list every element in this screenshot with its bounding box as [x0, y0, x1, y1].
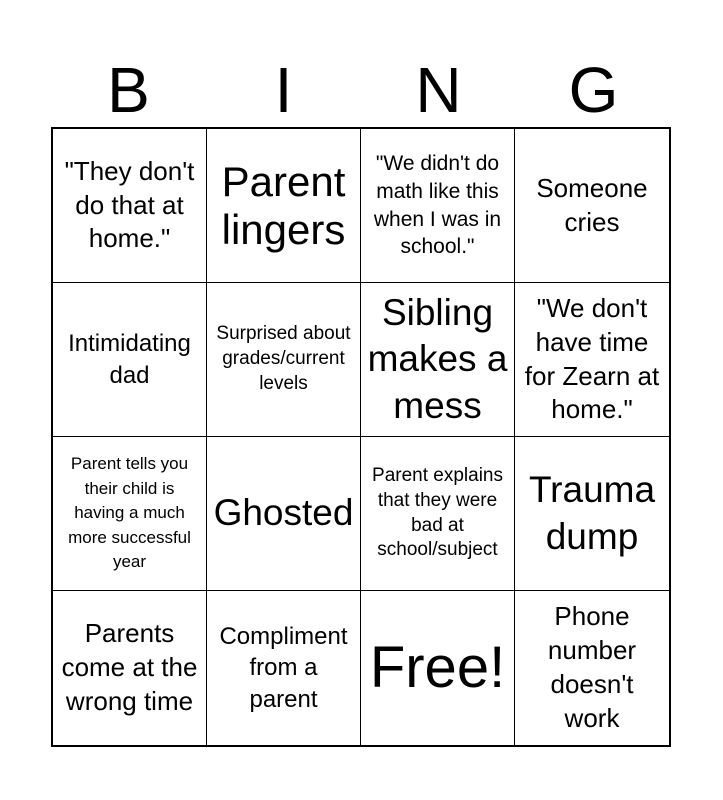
bingo-cell-text: Someone cries	[536, 172, 648, 237]
bingo-cell[interactable]	[53, 283, 207, 437]
bingo-cell-text: Parent explains that they were bad at school/subject	[372, 465, 503, 561]
bingo-cell-text: Ghosted	[213, 492, 354, 534]
bingo-cell-text: Phone number doesn't work	[547, 601, 637, 733]
bingo-cell[interactable]	[207, 437, 361, 591]
bingo-cell[interactable]	[361, 437, 515, 591]
bingo-cell-text: Sibling makes a mess	[367, 292, 508, 426]
bingo-cell[interactable]	[53, 591, 207, 745]
header-letter-b: B	[107, 54, 150, 126]
bingo-cell-text: "They don't do that at home."	[64, 155, 195, 254]
bingo-cell[interactable]	[207, 591, 361, 745]
bingo-cell[interactable]	[53, 437, 207, 591]
bingo-board	[51, 127, 671, 747]
bingo-cell-text: Intimidating dad	[68, 330, 191, 389]
bingo-cell-text: Parents come at the wrong time	[61, 618, 198, 716]
bingo-cell-text: "We didn't do math like this when I was in school."	[373, 152, 502, 259]
bingo-free-space[interactable]	[361, 591, 515, 745]
bingo-cell[interactable]	[515, 129, 669, 283]
bingo-cell-text: "We don't have time for Zearn at home."	[524, 292, 660, 425]
bingo-cell[interactable]	[361, 129, 515, 283]
header-letter-g: G	[568, 54, 619, 126]
bingo-cell[interactable]	[515, 283, 669, 437]
bingo-cell[interactable]	[515, 591, 669, 745]
bingo-cell-text: Free!	[369, 635, 506, 701]
bingo-cell[interactable]	[207, 129, 361, 283]
bingo-cell[interactable]	[515, 437, 669, 591]
header-letter-n: N	[415, 54, 462, 126]
header-letter-i: I	[274, 54, 293, 126]
bingo-cell[interactable]	[361, 283, 515, 437]
bingo-cell[interactable]	[53, 129, 207, 283]
bingo-cell[interactable]	[207, 283, 361, 437]
bingo-cell-text: Parent tells you their child is having a much more successful year	[68, 453, 191, 572]
bingo-cell-text: Trauma dump	[528, 469, 656, 557]
bingo-cell-text: Surprised about grades/current levels	[216, 323, 351, 394]
bingo-cell-text: Parent lingers	[221, 158, 346, 253]
bingo-header	[51, 52, 671, 128]
bingo-cell-text: Compliment from a parent	[219, 623, 348, 713]
